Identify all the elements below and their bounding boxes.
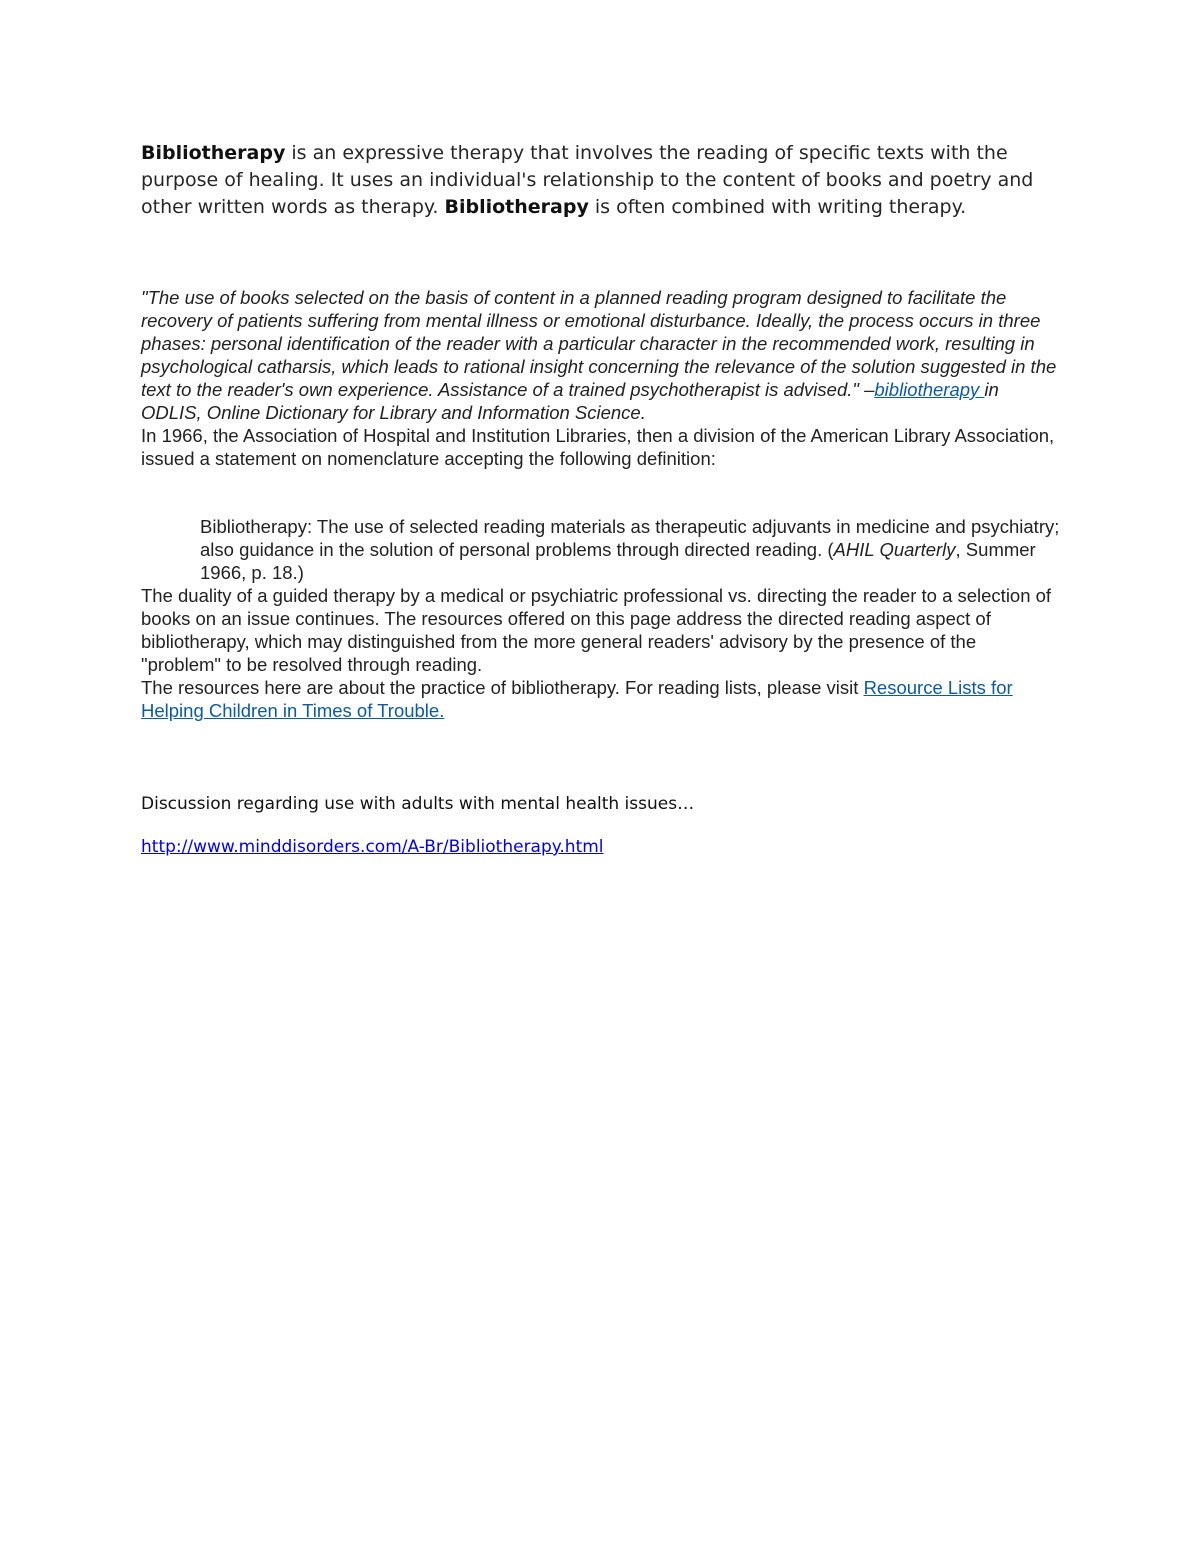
- url-line: [141, 836, 1061, 858]
- odlis-quote: [141, 286, 1061, 424]
- intro-text-2: is often combined with writing therapy.: [588, 196, 967, 218]
- definition-text: Bibliotherapy: The use of selected reading materials as therapeutic adjuvants in medicine and psychiatry; also guidance in the solution of personal problems through directed reading. (: [200, 516, 1060, 560]
- definition-citation: , Summer 1966, p. 18.): [200, 539, 1036, 583]
- resources-text: The resources here are about the practice of bibliotherapy. For reading lists, please visit: [141, 677, 864, 698]
- discussion-heading: Discussion regarding use with adults with mental health issues…: [141, 794, 695, 814]
- bibliotherapy-link[interactable]: bibliotherapy: [874, 379, 985, 400]
- intro-text-1: is an expressive therapy that involves the reading of specific texts with the purpose of healing. It uses an individual's relationship to the content of books and poetry and other written words as therapy.: [141, 142, 1034, 218]
- intro-term-1: Bibliotherapy: [141, 142, 286, 164]
- minddisorders-link[interactable]: http://www.minddisorders.com/A-Br/Bibliotherapy.html: [141, 837, 604, 857]
- document-page: [141, 140, 1061, 858]
- intro-paragraph: [141, 140, 1061, 221]
- quote-text: "The use of books selected on the basis of content in a planned reading program designed to facilitate the recovery of patients suffering from mental illness or emotional disturbance. Ideally, the process occurs in three phases: personal identification of the reader with a particular character in the recommended work, resulting in psychological catharsis, which leads to rational insight concerning the relevance of the solution suggested in the text to the reader's own experience. Assistance of a trained psychotherapist is advised." –: [141, 287, 1057, 400]
- definition-blockquote: [200, 515, 1061, 584]
- paragraph-resources: [141, 676, 1061, 722]
- paragraph-1966: In 1966, the Association of Hospital and Institution Libraries, then a division of the American Library Association, issued a statement on nomenclature accepting the following definition:: [141, 425, 1055, 469]
- definition-journal: AHIL Quarterly: [833, 539, 956, 560]
- intro-term-2: Bibliotherapy: [444, 196, 589, 218]
- quote-source: in ODLIS, Online Dictionary for Library and Information Science.: [141, 379, 999, 423]
- paragraph-duality: The duality of a guided therapy by a medical or psychiatric professional vs. directing the reader to a selection of books on an issue continues. The resources offered on this page address the directed reading aspect of bibliotherapy, which may distinguished from the more general readers' advisory by the presence of the "problem" to be resolved through reading.: [141, 585, 1052, 675]
- resource-lists-link[interactable]: Resource Lists for Helping Children in Times of Trouble.: [141, 677, 1013, 721]
